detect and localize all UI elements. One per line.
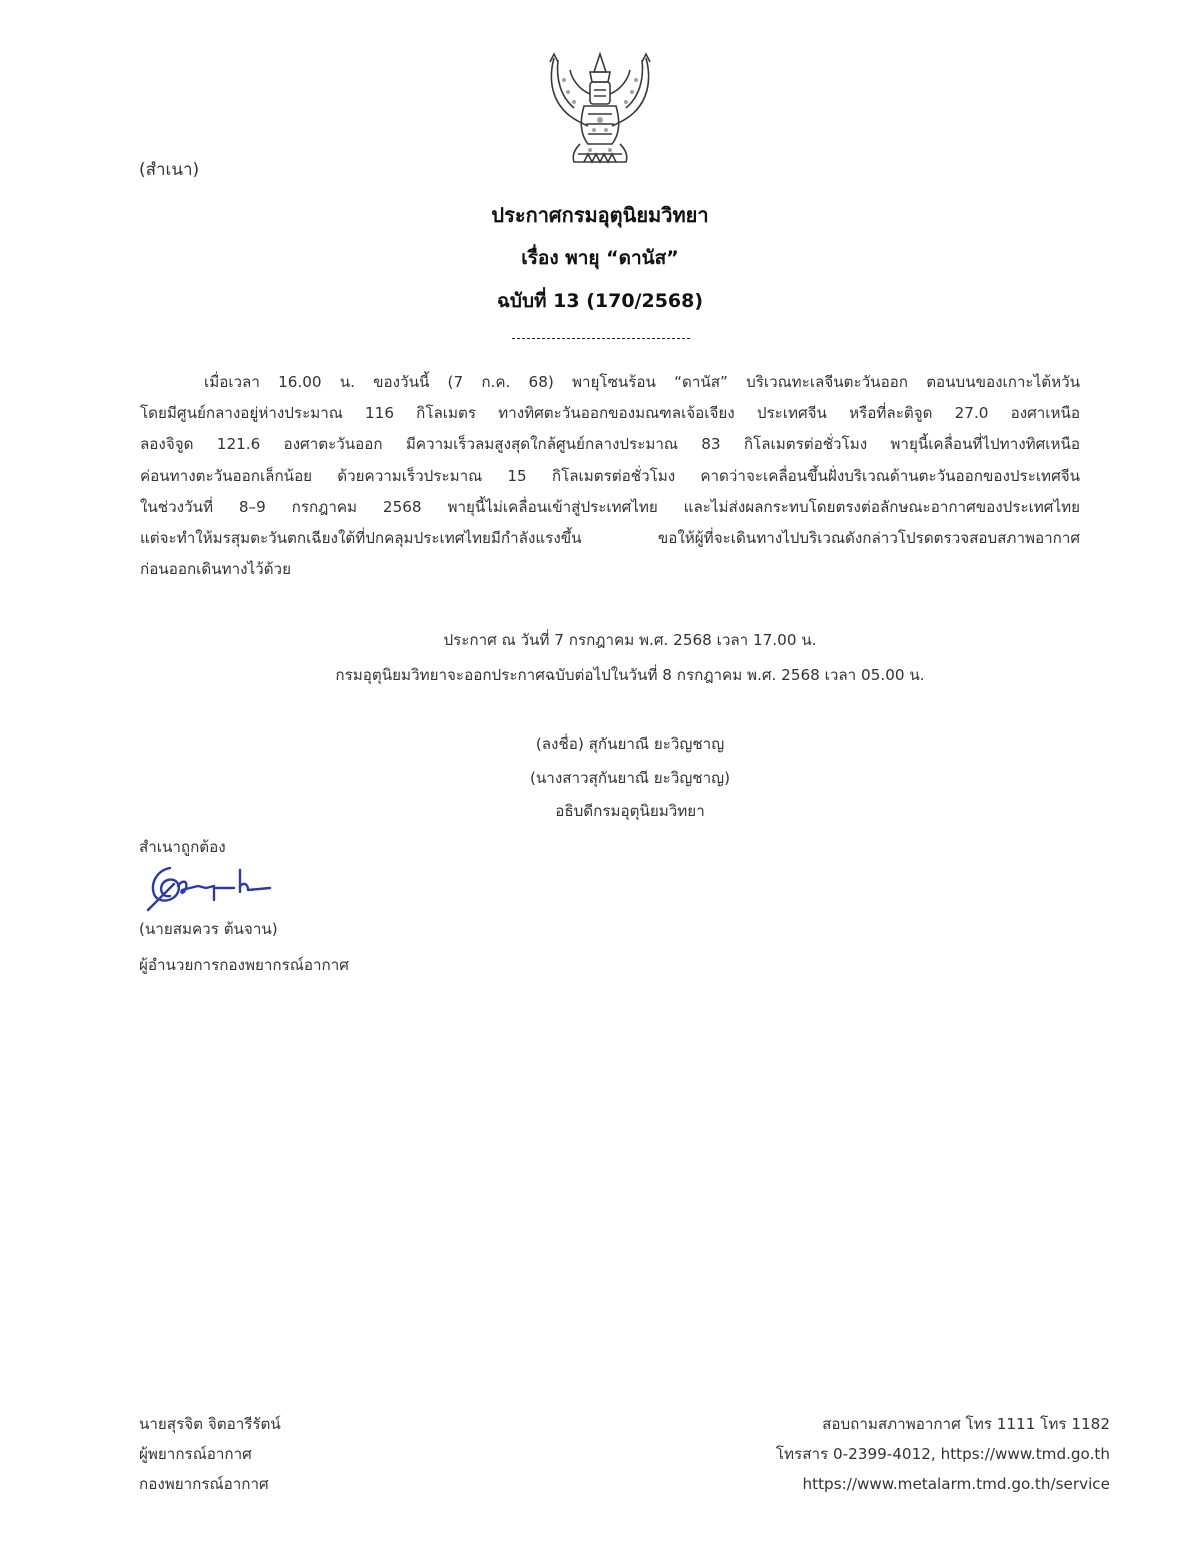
title-separator [512,338,690,339]
footer-contact [776,1409,1110,1499]
signatory-position: อธิบดีกรมอุตุนิยมวิทยา [555,802,705,820]
signatory-signed: (ลงชื่อ) สุกันยาณี ยะวิญชาญ [535,735,725,753]
handwritten-signature-icon [144,862,274,914]
contact-service-url: https://www.metalarm.tmd.go.th/service [802,1475,1110,1493]
forecaster-division: กองพยากรณ์อากาศ [139,1475,269,1493]
certifier-name: (นายสมควร ต้นจาน) [139,920,278,938]
copy-label: (สำเนา) [139,160,200,180]
document-title: ประกาศกรมอุตุนิยมวิทยา [491,203,709,227]
body-line: แต่จะทำให้มรสุมตะวันตกเฉียงใต้ที่ปกคลุมประเทศไทยมีกำลังแรงขึ้น ขอให้ผู้ที่จะเดินทางไปบริเวณดังกล่าวโปรดตรวจสอบสภาพอากาศ [140,529,1080,548]
body-line: โดยมีศูนย์กลางอยู่ห่างประมาณ 116 กิโลเมตร ทางทิศตะวันออกของมณฑลเจ้อเจียง ประเทศจีน หรือที่ละติจูด 27.0 องศาเหนือ [140,404,1080,423]
forecaster-name: นายสุรจิต จิตอารีรัตน์ [139,1415,281,1433]
certifier-position: ผู้อำนวยการกองพยากรณ์อากาศ [139,956,349,974]
body-line: ค่อนทางตะวันออกเล็กน้อย ด้วยความเร็วประมาณ 15 กิโลเมตรต่อชั่วโมง คาดว่าจะเคลื่อนขึ้นฝั่งบริเวณด้านตะวันออกของประเทศจีน [140,466,1080,485]
document-subject: เรื่อง พายุ “ดานัส” [521,247,679,269]
body-line: ก่อนออกเดินทางไว้ด้วย [140,560,291,579]
body-line: ในช่วงวันที่ 8–9 กรกฎาคม 2568 พายุนี้ไม่เคลื่อนเข้าสู่ประเทศไทย และไม่ส่งผลกระทบโดยตรงต่อลักษณะอากาศของประเทศไทย [140,497,1080,516]
forecaster-role: ผู้พยากรณ์อากาศ [139,1445,252,1463]
signatory-full-name: (นางสาวสุกันยาณี ยะวิญชาญ) [530,769,730,787]
footer-forecaster [139,1409,281,1499]
next-issue-notice: กรมอุตุนิยมวิทยาจะออกประกาศฉบับต่อไปในวันที่ 8 กรกฎาคม พ.ศ. 2568 เวลา 05.00 น. [335,666,925,684]
document-issue-number: ฉบับที่ 13 (170/2568) [496,290,704,312]
announcement-date: ประกาศ ณ วันที่ 7 กรกฎาคม พ.ศ. 2568 เวลา 17.00 น. [443,631,817,649]
body-line: เมื่อเวลา 16.00 น. ของวันนี้ (7 ก.ค. 68) พายุโซนร้อน “ดานัส” บริเวณทะเลจีนตะวันออก ตอนบนของเกาะไต้หวัน [204,373,1080,391]
body-line: ลองจิจูด 121.6 องศาตะวันออก มีความเร็วลมสูงสุดใกล้ศูนย์กลางประมาณ 83 กิโลเมตรต่อชั่วโมง พายุนี้เคลื่อนที่ไปทางทิศเหนือ [140,435,1080,454]
contact-phone: สอบถามสภาพอากาศ โทร 1111 โทร 1182 [822,1415,1110,1433]
garuda-emblem-icon [544,50,656,168]
certified-copy-label: สำเนาถูกต้อง [139,838,226,856]
contact-fax-website: โทรสาร 0-2399-4012, https://www.tmd.go.th [775,1445,1110,1463]
announcement-body [140,367,1080,585]
